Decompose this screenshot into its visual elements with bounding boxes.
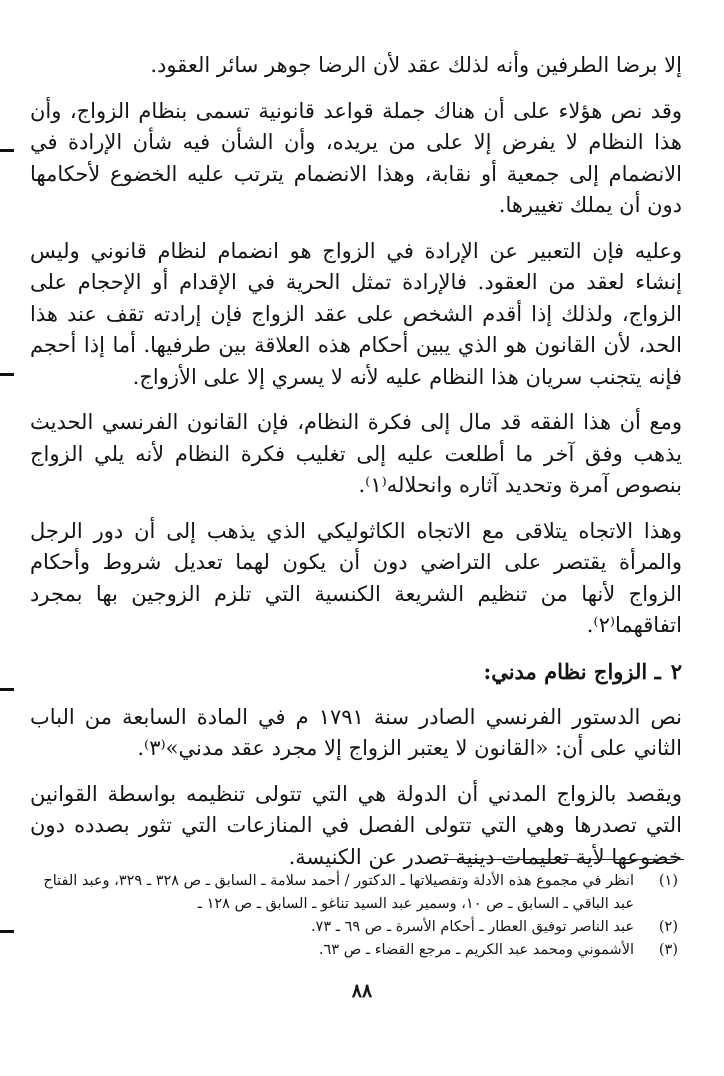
scan-edge-mark [0, 688, 14, 691]
paragraph-7: ويقصد بالزواج المدني أن الدولة هي التي تتولى تنظيمه بواسطة القوانين التي تصدرها وهي التي تتولى الفصل في المنازعات التي تثور بصدده دون خضوعها لأية تعليمات دينية تصدر عن الكنيسة. [30, 781, 682, 869]
paragraph-6: نص الدستور الفرنسي الصادر سنة ١٧٩١ م في المادة السابعة من الباب الثاني على أن: «القانون لا يعتبر الزواج إلا مجرد عقد مدني»⁽٣⁾. [30, 704, 683, 760]
footnote-3 [30, 939, 678, 962]
scan-edge-mark [0, 373, 14, 376]
footnote-text: انظر في مجموع هذه الأدلة وتفصيلاتها ـ الدكتور / أحمد سلامة ـ السابق ـ ص ٣٢٨ ـ ٣٢٩، وعبد الفتاح عبد الباقي ـ السابق ـ ص ١٠، وسمير عبد السيد تناغو ـ السابق ـ ص ١٢٨ ـ [43, 873, 634, 912]
footnote-number: (٢) [658, 919, 678, 935]
footnote-divider [444, 859, 684, 860]
scan-edge-mark [0, 930, 14, 933]
footnote-number: (٣) [658, 942, 678, 958]
section-heading [30, 656, 682, 688]
footnote-2 [30, 916, 678, 939]
footnotes [30, 870, 678, 962]
footnote-number: (١) [658, 873, 678, 889]
footnote-1 [30, 870, 678, 916]
paragraph-5: وهذا الاتجاه يتلاقى مع الاتجاه الكاثوليكي الذي يذهب إلى أن دور الرجل والمرأة يقتصر على التراضي دون أن يكون لهما تعديل شروط وأحكام الزواج لأنها من تنظيم الشريعة الكنسية التي تلزم الزوجين بها بمجرد اتفاقهما⁽٢⁾. [30, 518, 682, 637]
section-number: ٢ [670, 658, 682, 684]
paragraph-2: وقد نص هؤلاء على أن هناك جملة قواعد قانونية تسمى بنظام الزواج، وأن هذا النظام لا يفرض إلا على من يريده، وأن الشأن فيه شأن الإرادة في الانضمام إلى جمعية أو نقابة، وهذا الانضمام يترتب عليه الخضوع لأحكامها دون أن يملك تغييرها. [30, 98, 682, 217]
scan-edge-mark [0, 149, 14, 152]
paragraph-1: إلا برضا الطرفين وأنه لذلك عقد لأن الرضا جوهر سائر العقود. [150, 53, 682, 77]
paragraph-3: وعليه فإن التعبير عن الإرادة في الزواج هو انضمام لنظام قانوني وليس إنشاء لعقد من العقود. فالإرادة تمثل الحرية في الإقدام أو الإحجام على الزواج، ولذلك إذا أقدم الشخص على عقد الزواج فإن إرادته تقف عند هذا الحد، لأن القانون هو الذي يبين أحكام هذه العلاقة بين طرفيها. أما إذا أحجم فإنه يتجنب سريان هذا النظام عليه لأنه لا يسري إلا على الأزواج. [30, 238, 682, 389]
footnote-text: عبد الناصر توفيق العطار ـ أحكام الأسرة ـ ص ٦٩ ـ ٧٣. [310, 919, 634, 935]
footnote-text: الأشموني ومحمد عبد الكريم ـ مرجع القضاء ـ ص ٦٣. [318, 942, 634, 958]
page-body [30, 50, 682, 887]
page-number: ٨٨ [351, 980, 373, 1002]
paragraph-4: ومع أن هذا الفقه قد مال إلى فكرة النظام، فإن القانون الفرنسي الحديث يذهب وفق آخر ما أطلعت عليه إلى تغليب فكرة النظام لأنه يلي الزواج بنصوص آمرة وتحديد آثاره وانحلاله⁽١⁾. [30, 410, 682, 497]
section-title: ـ الزواج نظام مدني: [483, 658, 661, 684]
